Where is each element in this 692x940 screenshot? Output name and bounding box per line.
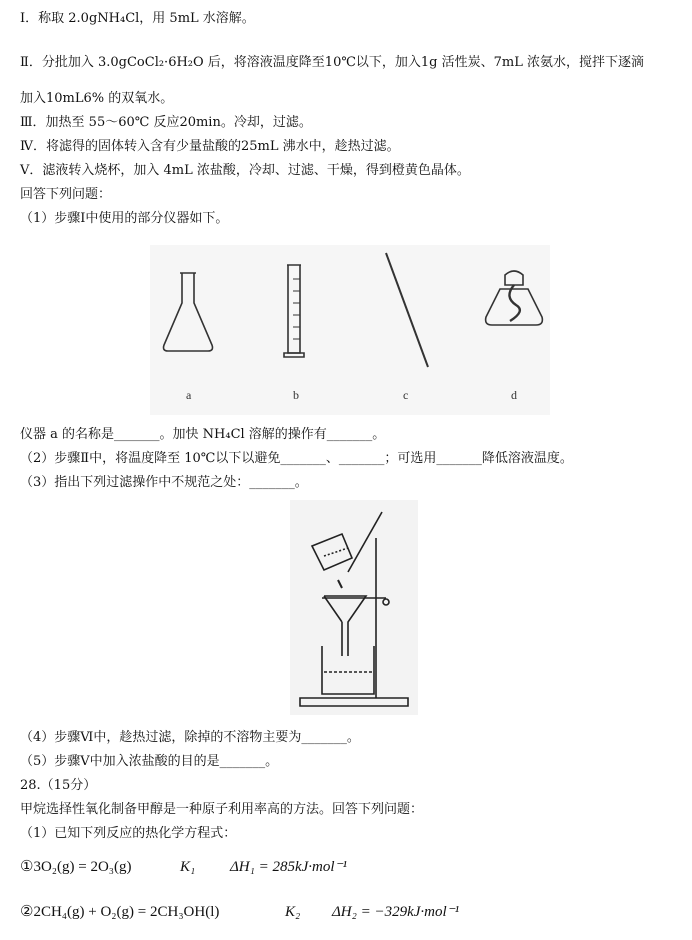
question-2: （2）步骤Ⅱ中，将温度降至 10℃以下以避免_______、_______；可选用_______降低溶液温度。 (20, 451, 573, 466)
figure-label-c: c (403, 388, 409, 402)
step-text: 加热至 55～60℃ 反应20min。冷却，过滤。 (45, 115, 312, 130)
equation-1 (20, 858, 347, 876)
figure-label-b: b (293, 388, 299, 402)
filtration-figure (290, 500, 418, 715)
question-4: （4）步骤Ⅵ中，趁热过滤，除掉的不溶物主要为_______。 (20, 730, 360, 745)
enthalpy-change: ΔH₂ = −329kJ·mol⁻¹ (332, 904, 460, 920)
figure-label-d: d (511, 388, 517, 402)
question-1: （1）步骤Ⅰ中使用的部分仪器如下。 (20, 211, 229, 226)
question-1-subquestion: 仪器 a 的名称是_______。加快 NH₄Cl 溶解的操作有_______。 (20, 427, 386, 442)
step-2-cont (20, 90, 173, 108)
glass-rod-icon (386, 253, 428, 367)
step-text: 分批加入 3.0gCoCl₂·6H₂O 后，将溶液温度降至10℃以下，加入1g 活性炭、7mL 浓氨水，搅拌下逐滴 (41, 55, 644, 70)
equilibrium-constant: K₁ (180, 859, 196, 875)
step-marker: Ⅴ． (20, 163, 43, 178)
instruments-figure (150, 245, 550, 415)
filtration-drawing (290, 500, 418, 715)
enthalpy-change: ΔH₁ = 285kJ·mol⁻¹ (230, 859, 347, 875)
answer-prompt: 回答下列问题： (20, 187, 112, 202)
filtration-apparatus-icon (300, 512, 408, 706)
step-3 (20, 114, 312, 132)
step-4 (20, 138, 400, 156)
step-marker: Ⅱ． (20, 55, 42, 70)
equation-reaction: 3O₂(g) = 2O₃(g) (33, 859, 132, 875)
step-2 (20, 54, 644, 72)
question-3: （3）指出下列过滤操作中不规范之处：_______。 (20, 475, 308, 490)
equation-number: ① (20, 859, 34, 875)
step-text: 称取 2.0gNH₄Cl，用 5mL 水溶解。 (38, 11, 255, 26)
step-marker: Ⅳ． (20, 139, 46, 154)
figure-label-a: a (186, 388, 192, 402)
conical-flask-icon (164, 273, 213, 351)
alcohol-lamp-icon (486, 271, 543, 325)
question-5: （5）步骤Ⅴ中加入浓盐酸的目的是_______。 (20, 754, 279, 769)
step-1 (20, 10, 255, 28)
step-marker: Ⅰ． (20, 11, 39, 26)
step-text: 加入10mL6% 的双氧水。 (20, 91, 174, 106)
graduated-cylinder-icon (284, 265, 304, 357)
step-text: 将滤得的固体转入含有少量盐酸的25mL 沸水中，趁热过滤。 (46, 139, 400, 154)
equation-reaction: 2CH₄(g) + O₂(g) = 2CH₃OH(l) (33, 904, 220, 920)
step-5 (20, 162, 470, 180)
step-text: 滤液转入烧杯，加入 4mL 浓盐酸，冷却、过滤、干燥，得到橙黄色晶体。 (42, 163, 470, 178)
equation-2 (20, 903, 460, 921)
equation-number: ② (20, 904, 34, 920)
step-marker: Ⅲ． (20, 115, 46, 130)
question-28-header: 28.（15分） (20, 778, 97, 793)
question-28-intro: 甲烷选择性氧化制备甲醇是一种原子利用率高的方法。回答下列问题： (20, 802, 424, 817)
instruments-drawing (150, 245, 550, 415)
equilibrium-constant: K₂ (285, 904, 301, 920)
question-28-part-1: （1）已知下列反应的热化学方程式： (20, 826, 237, 841)
